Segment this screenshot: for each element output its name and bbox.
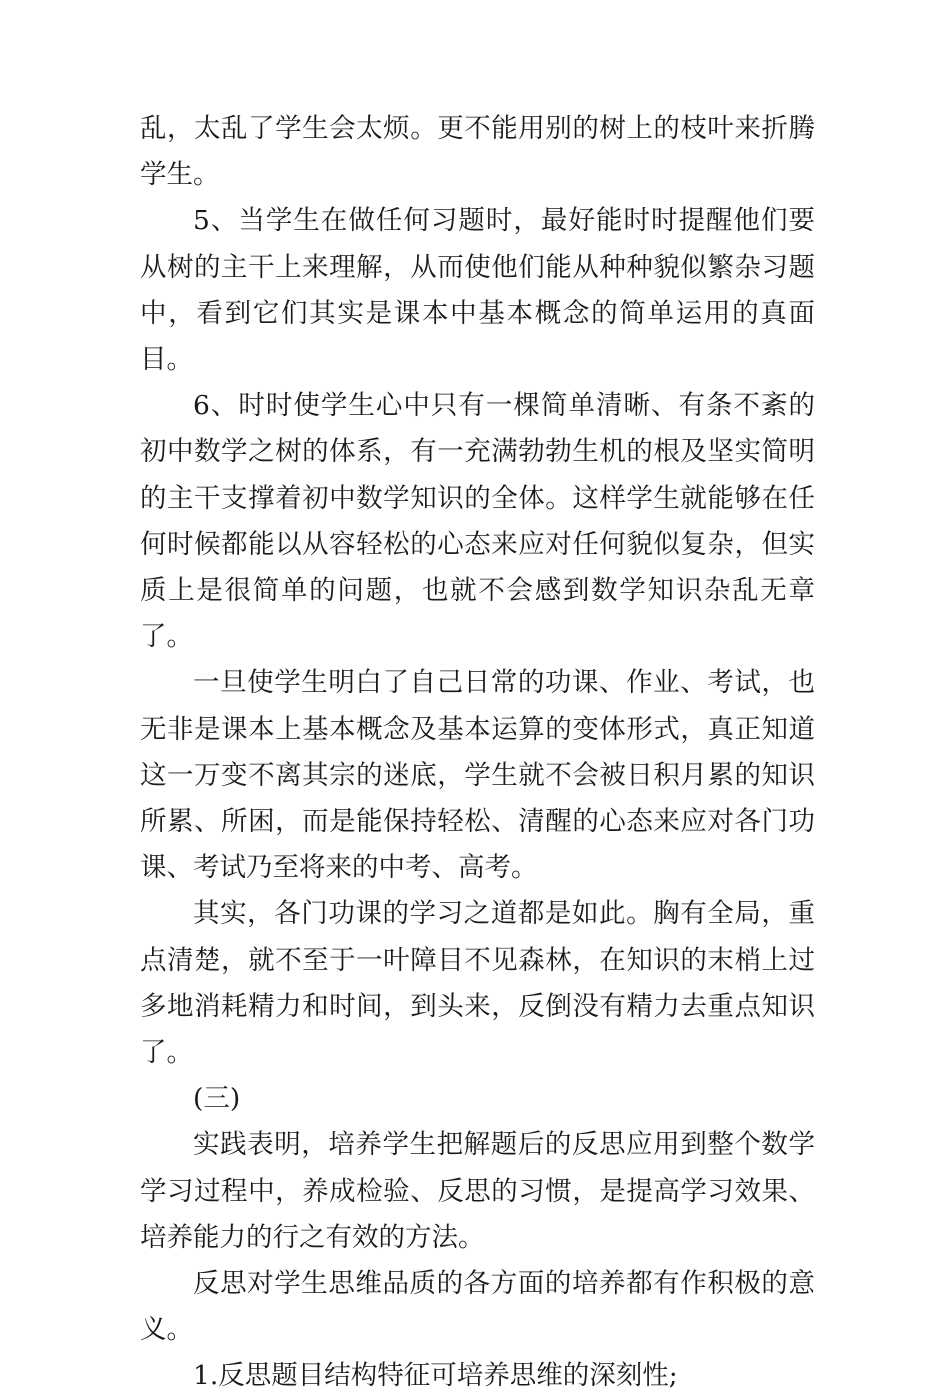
paragraph: 实践表明，培养学生把解题后的反思应用到整个数学学习过程中，养成检验、反思的习惯，是提高学习效果、培养能力的行之有效的方法。 (140, 1129, 815, 1253)
paragraph: 6、时时使学生心中只有一棵简单清晰、有条不紊的初中数学之树的体系，有一充满勃勃生机的根及坚实简明的主干支撑着初中数学知识的全体。这样学生就能够在任何时候都能以从容轻松的心态来应对任何貌似复杂，但实质上是很简单的问题，也就不会感到数学知识杂乱无章了。 (140, 390, 815, 653)
paragraph: 5、当学生在做任何习题时，最好能时时提醒他们要从树的主干上来理解，从而使他们能从种种貌似繁杂习题中，看到它们其实是课本中基本概念的简单运用的真面目。 (140, 205, 815, 376)
document-body (140, 106, 815, 1400)
paragraph: 反思对学生思维品质的各方面的培养都有作积极的意义。 (140, 1268, 815, 1346)
paragraph: 其实，各门功课的学习之道都是如此。胸有全局，重点清楚，就不至于一叶障目不见森林，在知识的末梢上过多地消耗精力和时间，到头来，反倒没有精力去重点知识了。 (140, 898, 815, 1069)
paragraph: 乱，太乱了学生会太烦。更不能用别的树上的枝叶来折腾学生。 (140, 113, 815, 191)
list-item: 1.反思题目结构特征可培养思维的深刻性; (193, 1360, 678, 1392)
section-heading: (三) (193, 1083, 241, 1115)
paragraph: 一旦使学生明白了自己日常的功课、作业、考试，也无非是课本上基本概念及基本运算的变体形式，真正知道这一万变不离其宗的迷底，学生就不会被日积月累的知识所累、所困，而是能保持轻松、清醒的心态来应对各门功课、考试乃至将来的中考、高考。 (140, 667, 815, 884)
